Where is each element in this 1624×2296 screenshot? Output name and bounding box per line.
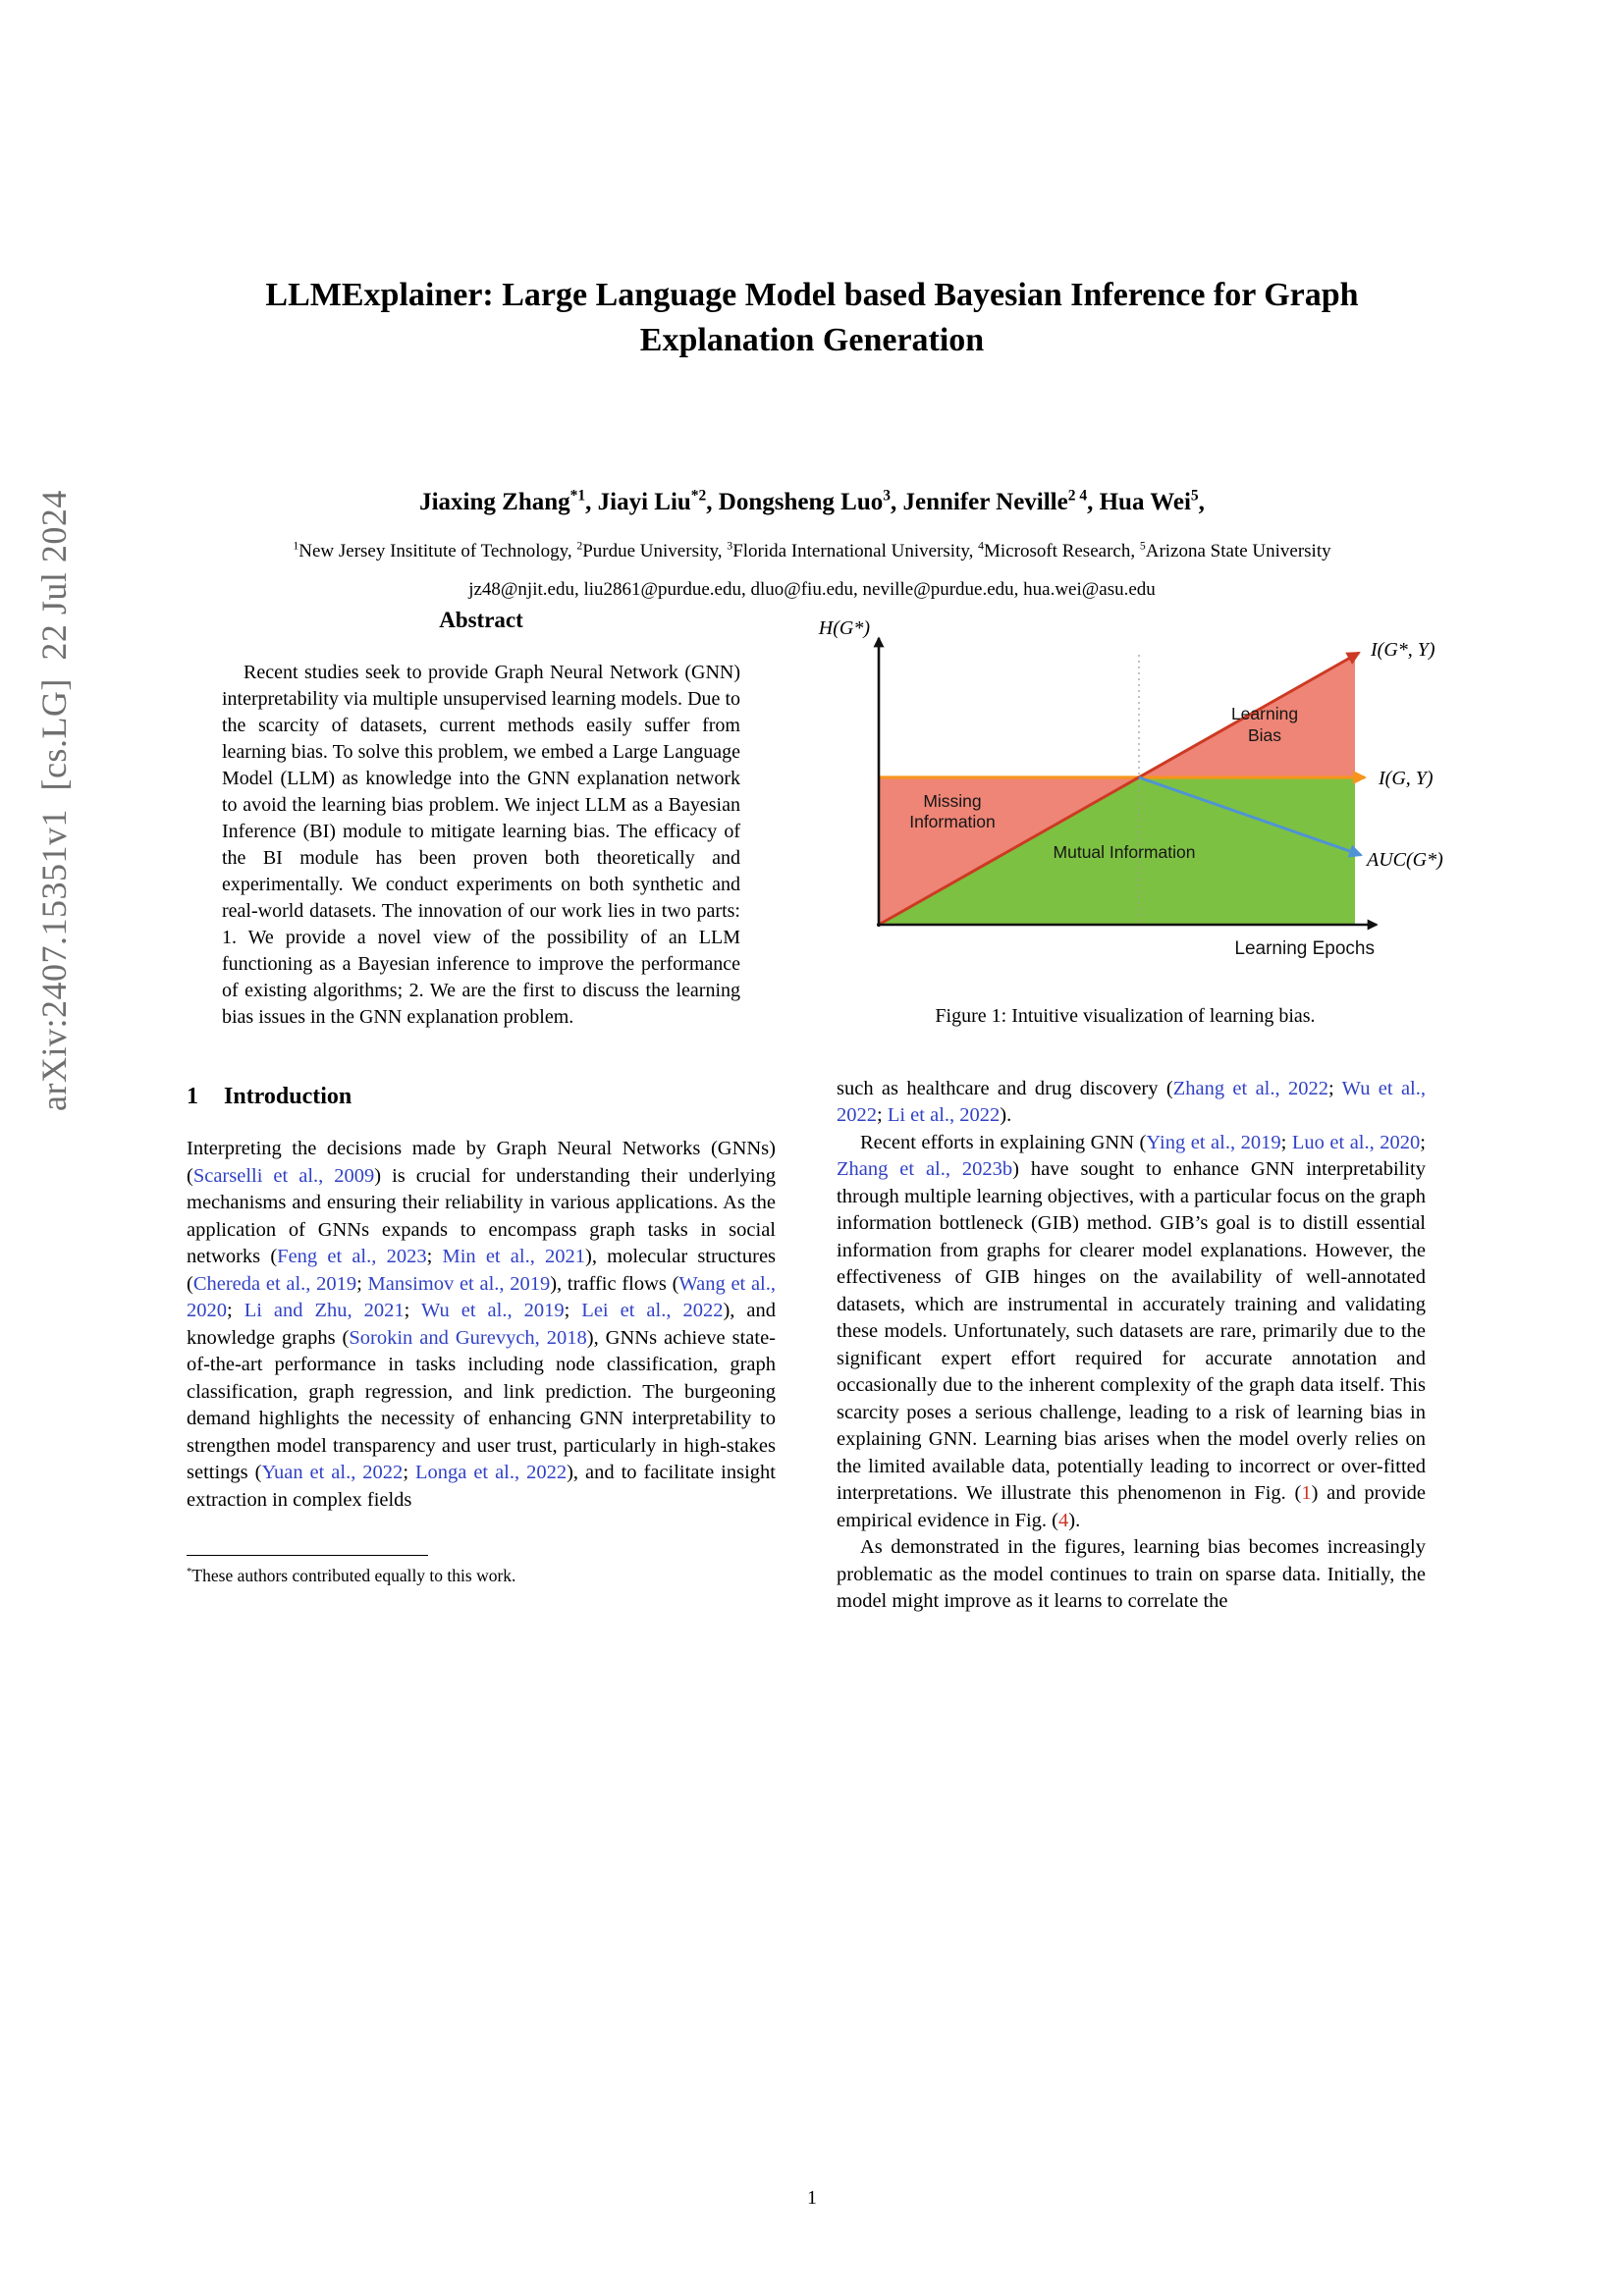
left-column	[187, 601, 776, 1586]
footnote-marker: *	[187, 1566, 192, 1578]
citation-link[interactable]: Scarselli et al., 2009	[192, 1164, 375, 1187]
intro-paragraph: Interpreting the decisions made by Graph Neural Networks (GNNs) (Scarselli et al., 2009) is crucial for understanding their underlying mechanisms and ensuring their reliability in various applications. As the application of GNNs expands to encompass graph tasks in social networks (Feng et al., 2023; Min et al., 2021), molecular structures (Chereda et al., 2019; Mansimov et al., 2019), traffic flows (Wang et al., 2020; Li and Zhu, 2021; Wu et al., 2019; Lei et al., 2022), and knowledge graphs (Sorokin and Gurevych, 2018), GNNs achieve state-of-the-art performance in tasks including node classification, graph classification, graph regression, and link prediction. The burgeoning demand highlights the necessity of enhancing GNN interpretability to strengthen model transparency and user trust, particularly in high-stakes settings (Yuan et al., 2022; Longa et al., 2022), and to facilitate insight extraction in complex fields	[187, 1138, 777, 1511]
author-line: Jiaxing Zhang$^{*1}$, Jiayi Liu$^{*2}$, Dongsheng Luo$^3$, Jennifer Neville$^{2 4}$, Hua Wei$^5$,	[419, 487, 1205, 515]
footnote-text: *These authors contributed equally to this work.	[187, 1566, 516, 1585]
affiliation-superscript: 5	[1139, 539, 1146, 553]
figure-caption: Figure 1: Intuitive visualization of learning bias.	[935, 1005, 1316, 1027]
citation-link[interactable]: Yuan et al., 2022	[261, 1462, 404, 1483]
auc-label: AUC(G*)	[1367, 849, 1443, 871]
citation-link[interactable]: Wu et al., 2022	[837, 1077, 1426, 1126]
affiliation-superscript: 1	[293, 539, 299, 553]
page-number: 1	[807, 2187, 817, 2209]
affiliation-superscript: 2	[576, 539, 583, 553]
figure-1	[818, 601, 1443, 1031]
author-superscript: 5	[1190, 487, 1199, 505]
citation-link[interactable]: Luo et al., 2020	[1291, 1131, 1421, 1153]
citation-link[interactable]: Ying et al., 2019	[1146, 1131, 1281, 1153]
figure-ref-link[interactable]: 1	[1301, 1482, 1312, 1504]
citation-link[interactable]: Longa et al., 2022	[414, 1462, 568, 1483]
affiliation-line: $^1$New Jersey Insititute of Technology, $^2$Purdue University, $^3$Florida International University, $^4$Microsoft Research, $^5$Arizona State University	[293, 539, 1331, 561]
paper-title: LLMExplainer: Large Language Model based Bayesian Inference for Graph Explanation Generation	[265, 277, 1359, 358]
missing-information-label: Information	[909, 812, 996, 831]
paragraph: As demonstrated in the figures, learning bias becomes increasingly problematic as the model continues to train on sparse data. Initially, the model might improve as it learns to correlate the	[837, 1536, 1426, 1612]
citation-link[interactable]: Chereda et al., 2019	[192, 1272, 357, 1295]
author-superscript: 2 4	[1067, 487, 1088, 505]
abstract-text: Recent studies seek to provide Graph Neural Network (GNN) interpretability via multiple unsupervised learning models. Due to the scarcity of datasets, current methods easily suffer from learning bias. To solve this problem, we embed a Large Language Model (LLM) as knowledge into the GNN explanation network to avoid the learning bias problem. We inject LLM as a Bayesian Inference (BI) module to mitigate learning bias. The efficacy of the BI module has been proven both theoretically and experimentally. We conduct experiments on both synthetic and real-world datasets. The innovation of our work lies in two parts: 1. We provide a novel view of the possibility of an LLM functioning as a Bayesian inference to improve the performance of existing algorithms; 2. We are the first to discuss the learning bias issues in the GNN explanation problem.	[222, 661, 740, 1028]
learning-bias-label: Learning	[1230, 704, 1299, 723]
email-line: jz48@njit.edu, liu2861@purdue.edu, dluo@fiu.edu, neville@purdue.edu, hua.wei@asu.edu	[468, 579, 1156, 600]
citation-link[interactable]: Zhang et al., 2023b	[837, 1158, 1013, 1180]
section-title: Introduction	[224, 1083, 352, 1109]
citation-link[interactable]: Mansimov et al., 2019	[367, 1272, 551, 1295]
author-superscript: *2	[690, 487, 707, 505]
affiliation-superscript: 3	[727, 539, 733, 553]
i-gstar-y-label: I(G*, Y)	[1371, 639, 1435, 661]
citation-link[interactable]: Feng et al., 2023	[277, 1246, 427, 1267]
citation-link[interactable]: Li and Zhu, 2021	[244, 1300, 405, 1321]
arxiv-watermark: arXiv:2407.15351v1 [cs.LG] 22 Jul 2024	[34, 490, 74, 1111]
citation-link[interactable]: Lei et al., 2022	[581, 1300, 724, 1321]
citation-link[interactable]: Wu et al., 2019	[420, 1300, 565, 1321]
author-superscript: *1	[569, 487, 586, 505]
paragraph: Recent efforts in explaining GNN (Ying et al., 2019; Luo et al., 2020; Zhang et al., 2023b) have sought to enhance GNN interpretability through multiple learning objectives, with a particular focus on the graph information bottleneck (GIB) method. GIB’s goal is to distill essential information from graphs for clearer model explanations. However, the effectiveness of GIB hinges on the availability of well-annotated datasets, which are instrumental in accurately training and validating these models. Unfortunately, such datasets are rare, primarily due to the significant expert effort required for accurate annotation and occasionally due to the inherent complexity of the graph data itself. This scarcity poses a serious challenge, leading to a risk of learning bias in explaining GNN. Learning bias arises when the model overly relies on the limited available data, potentially leading to incorrect or over-fitted interpretations. We illustrate this phenomenon in Fig. (1) and provide empirical evidence in Fig. (4).	[837, 1131, 1427, 1531]
author-superscript: 3	[883, 487, 891, 505]
affiliation-superscript: 4	[978, 539, 985, 553]
citation-link[interactable]: Sorokin and Gurevych, 2018	[349, 1326, 587, 1349]
footnote-rule	[187, 1555, 428, 1556]
x-axis-label: Learning Epochs	[1234, 938, 1375, 959]
y-axis-label: H(G*)	[818, 617, 870, 639]
figure-1-chart	[818, 601, 1443, 993]
section-heading-introduction	[187, 1084, 776, 1111]
i-g-y-label: I(G, Y)	[1379, 768, 1434, 789]
figure-ref-link[interactable]: 4	[1058, 1509, 1069, 1531]
learning-bias-label: Bias	[1247, 725, 1282, 745]
citation-link[interactable]: Wang et al., 2020	[187, 1272, 776, 1321]
citation-link[interactable]: Li et al., 2022	[887, 1104, 1001, 1126]
section-number: 1	[187, 1083, 198, 1109]
paragraph: such as healthcare and drug discovery (Zhang et al., 2022; Wu et al., 2022; Li et al., 2022).	[837, 1077, 1426, 1126]
right-column	[818, 601, 1443, 1616]
footnote	[187, 1555, 776, 1586]
mutual-information-label: Mutual Information	[1053, 842, 1196, 862]
citation-link[interactable]: Min et al., 2021	[442, 1246, 586, 1267]
citation-link[interactable]: Zhang et al., 2022	[1172, 1077, 1328, 1099]
abstract-heading: Abstract	[439, 608, 523, 632]
missing-information-label: Missing	[923, 791, 982, 811]
